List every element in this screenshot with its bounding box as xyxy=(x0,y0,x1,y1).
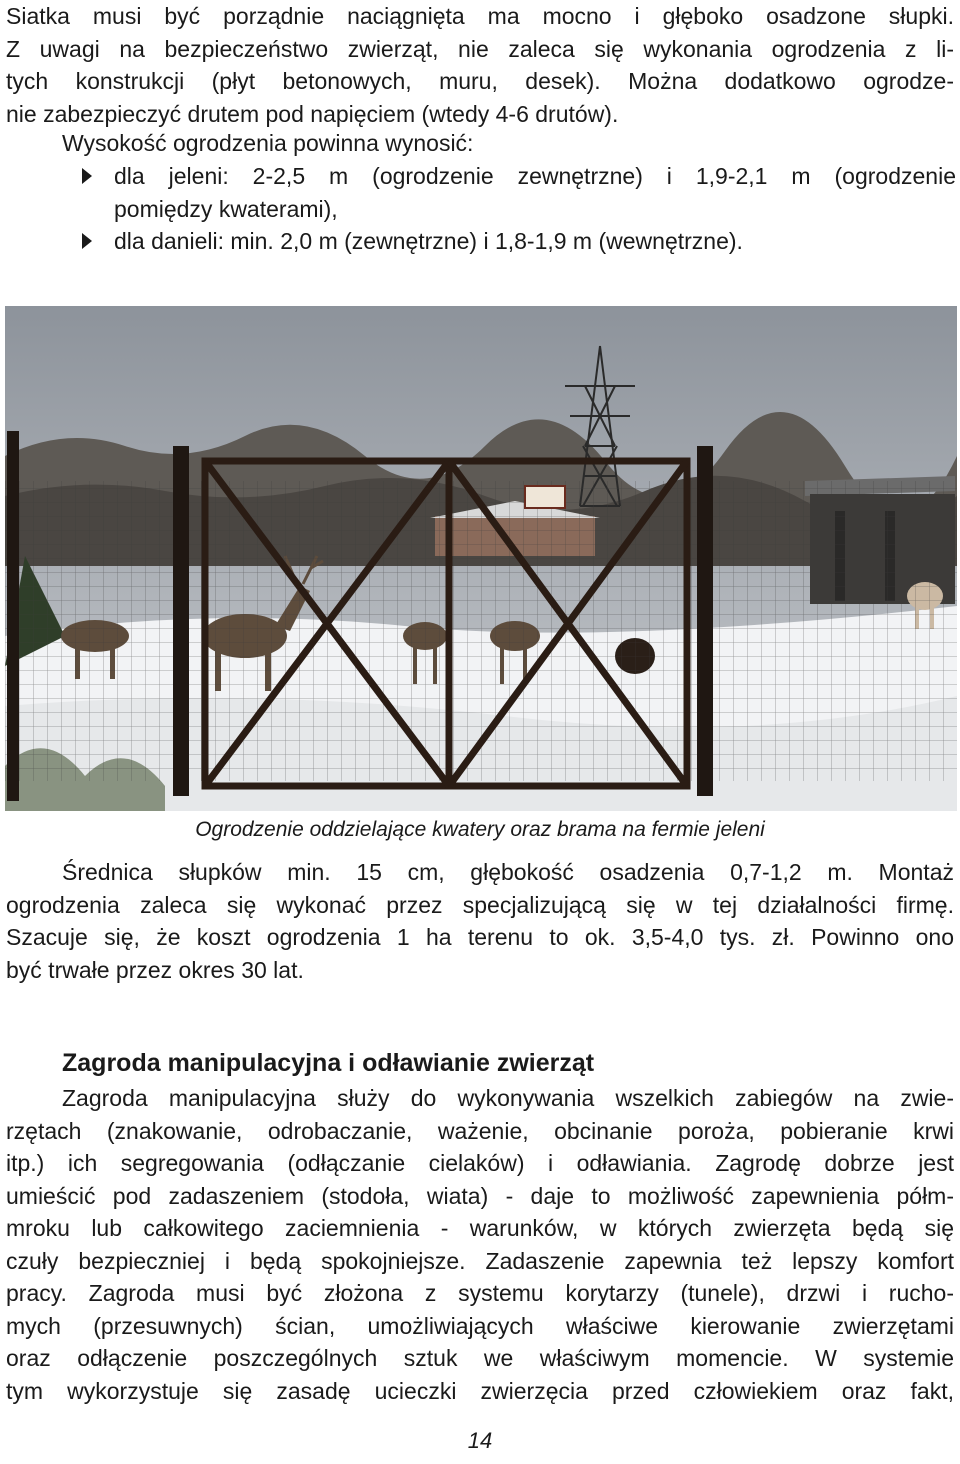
paragraph-line: Średnica słupków min. 15 cm, głębokość osadzenia 0,7-1,2 m. Montaż xyxy=(62,859,954,885)
intro-line: Siatka musi być porządnie naciągnięta ma mocno i głęboko osadzone słupki. xyxy=(6,3,954,29)
deer-farm-photo xyxy=(5,306,957,811)
bullet-line: pomiędzy kwaterami), xyxy=(114,195,338,222)
gate-sign xyxy=(525,486,565,508)
section-line: czuły bezpieczniej i będą spokojniejsze. Zadaszenie zapewnia też lepszy komfort xyxy=(6,1247,954,1274)
triangle-bullet-icon xyxy=(82,233,92,249)
section-line: Zagroda manipulacyjna służy do wykonywania wszelkich zabiegów na zwie- xyxy=(62,1085,954,1111)
section-line: umieścić pod zadaszeniem (stodoła, wiata) - daje to możliwość zapewnienia półm- xyxy=(6,1182,954,1209)
intro-line: tych konstrukcji (płyt betonowych, muru, desek). Można dodatkowo ogrodze- xyxy=(6,68,954,94)
bullet-item xyxy=(82,225,956,258)
section-heading: Zagroda manipulacyjna i odławianie zwierząt xyxy=(62,1049,595,1077)
section-line: tym wykorzystuje się zasadę ucieczki zwierzęcia przed człowiekiem oraz fakt, xyxy=(6,1377,954,1404)
section-line: itp.) ich segregowania (odłączanie cielaków) i odławiania. Zagrodę dobrze jest xyxy=(6,1150,954,1176)
section-line: mych (przesuwnych) ścian, umożliwiających właściwe kierowanie zwierzętami xyxy=(6,1312,954,1339)
section-line: mroku lub całkowitego zaciemnienia - warunków, w których zwierzęta będą się xyxy=(6,1215,954,1241)
fence-post xyxy=(697,446,713,796)
paragraph-line: być trwałe przez okres 30 lat. xyxy=(6,956,304,983)
paragraph-2 xyxy=(6,856,954,986)
intro-line: nie zabezpieczyć drutem pod napięciem (wtedy 4-6 drutów). xyxy=(6,100,619,127)
page-number: 14 xyxy=(467,1428,493,1453)
intro-line: Z uwagi na bezpieczeństwo zwierząt, nie zaleca się wykonania ogrodzenia z li- xyxy=(6,35,954,62)
fence-post xyxy=(173,446,189,796)
photo-illustration xyxy=(5,306,957,811)
photo-caption: Ogrodzenie oddzielające kwatery oraz brama na fermie jeleni xyxy=(195,818,765,841)
paragraph-line: Szacuje się, że koszt ogrodzenia 1 ha terenu to ok. 3,5-4,0 tys. zł. Powinno ono xyxy=(6,924,954,950)
intro-paragraph xyxy=(6,0,954,130)
bullet-item xyxy=(82,160,956,225)
fence-post xyxy=(7,431,19,801)
height-intro: Wysokość ogrodzenia powinna wynosić: xyxy=(62,130,474,156)
section-body xyxy=(6,1082,954,1407)
section-line: rzętach (znakowanie, odrobaczanie, ważenie, obcinanie poroża, pobieranie krwi xyxy=(6,1117,954,1144)
triangle-bullet-icon xyxy=(82,168,92,184)
section-line: pracy. Zagroda musi być złożona z systemu korytarzy (tunele), drzwi i rucho- xyxy=(6,1280,954,1306)
paragraph-line: ogrodzenia zaleca się wykonać przez specjalizującą się w tej działalności firmę. xyxy=(6,891,954,918)
bullet-line: dla danieli: min. 2,0 m (zewnętrzne) i 1,8-1,9 m (wewnętrzne). xyxy=(114,228,743,254)
section-line: oraz odłączenie poszczególnych sztuk we właściwym momencie. W systemie xyxy=(6,1345,954,1371)
bullet-line: dla jeleni: 2-2,5 m (ogrodzenie zewnętrzne) i 1,9-2,1 m (ogrodzenie xyxy=(114,163,956,189)
